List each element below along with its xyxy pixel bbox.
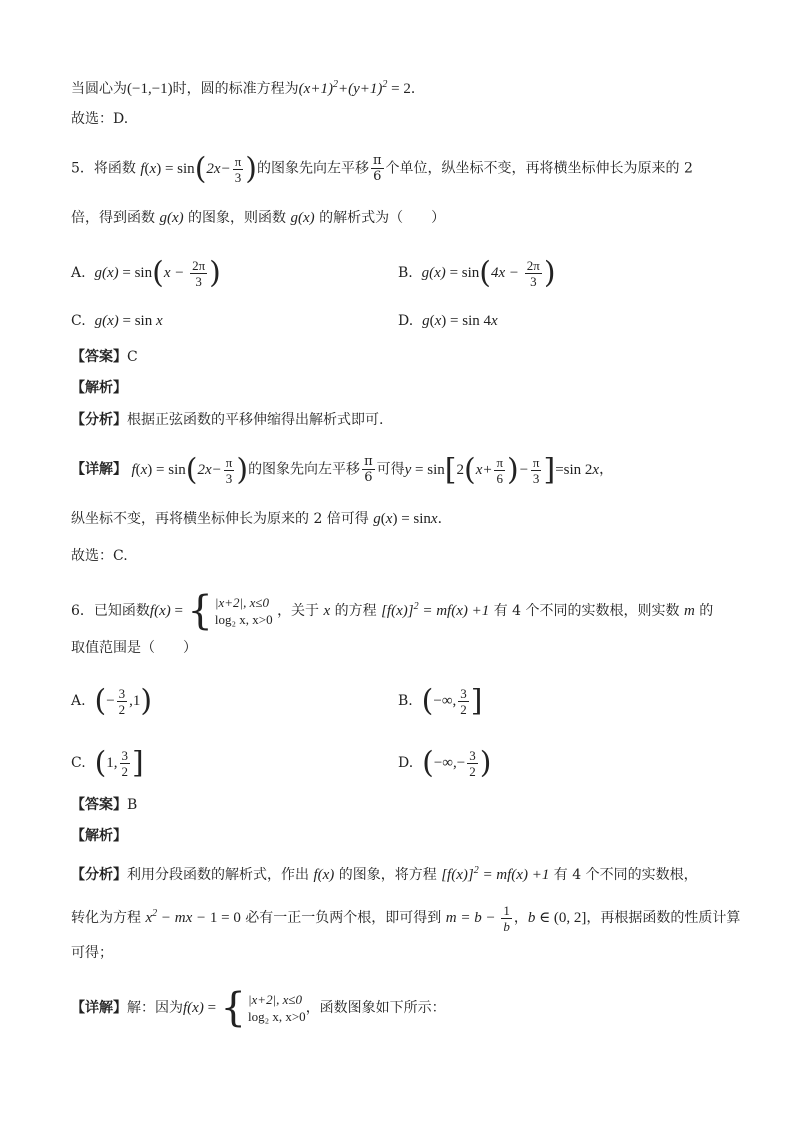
q6-piecewise: { |x+2|, x≤0 log₂ x, x>0	[187, 588, 273, 634]
q5-option-a: A. g(x) = sin(x − $\frac{2\pi}{3}$ )	[71, 255, 221, 291]
q5-fenxi: 【分析】根据正弦函数的平移伸缩得出解析式即可.	[71, 412, 384, 428]
q5-answer: 【答案】C	[71, 349, 138, 365]
q5-option-b: B. g(x) = sin(4x − $\frac{2\pi}{3}$ )	[398, 255, 556, 291]
q5-choose: 故选：C.	[71, 548, 128, 564]
q6-option-c: C. (1, $\frac{3}{2}$ ]	[71, 745, 144, 781]
q5-option-c: C. g(x) = sin x	[71, 313, 163, 329]
q6-analysis-tag: 【解析】	[71, 828, 127, 844]
q5-detail-1: 【详解】 f(x) = sin(2x− $\frac{\pi}{3}$ )的图象先向左平移 $\frac{\pi}{6}$ 可得y = sin[2(x+ $\frac{\pi}{6}$ )− $\frac{\pi}{3}$ ]=sin 2x，	[71, 452, 614, 488]
q6-option-a: A. (− $\frac{3}{2}$ ,1)	[71, 683, 153, 719]
q6-fenxi-1: 【分析】利用分段函数的解析式，作出 f(x) 的图象，将方程 $[f(x)]^2 = mf(x) +1$ 有 4 个不同的实数根，	[71, 865, 698, 883]
p4-choose: 故选：D.	[71, 111, 129, 127]
q6-option-d: D. (−∞,− $\frac{3}{2}$ )	[398, 745, 492, 781]
q5-detail-2: 纵坐标不变，再将横坐标伸长为原来的 2 倍可得 g(x) = sinx．	[71, 511, 452, 527]
q5-stem-1: 5．将函数 f(x) = sin(2x− $\frac{\pi}{3}$ )的图象先向左平移 $\frac{\pi}{6}$ 个单位，纵坐标不变，再将横坐标伸长为原来的 2	[71, 151, 693, 187]
p4-line: 当圆心为(−1,−1)时，圆的标准方程为$(x+1)^2+(y+1)^2 = 2$．	[71, 79, 425, 97]
q6-stem-1: 6．已知函数f(x) = { |x+2|, x≤0 log₂ x, x>0 ，关于 x 的方程 $[f(x)]^2 = mf(x) +1$ 有 4 个不同的实数根，则实数 m 的	[71, 588, 714, 634]
q6-detail-piecewise: { |x+2|, x≤0 log₂ x, x>0	[220, 985, 306, 1031]
q5-option-d: D. g(x) = sin 4x	[398, 313, 498, 329]
q6-detail: 【详解】解：因为f(x) = { |x+2|, x≤0 log₂ x, x>0 ，函数图象如下所示：	[71, 985, 446, 1031]
q6-fenxi-2: 转化为方程 $x^2$ − mx − 1 = 0 必有一正一负两个根，即可得到 m = b − $\frac{1}{b}$ ，b ∈ (0, 2]，再根据函数的性质计算	[71, 903, 741, 934]
q6-fenxi-3: 可得；	[71, 945, 113, 961]
q5-stem-2: 倍，得到函数 g(x) 的图象，则函数 g(x) 的解析式为（ ）	[71, 210, 446, 226]
q6-answer: 【答案】B	[71, 797, 138, 813]
q6-option-b: B. (−∞, $\frac{3}{2}$ ]	[398, 683, 483, 719]
q5-analysis-tag: 【解析】	[71, 380, 127, 396]
q6-stem-2: 取值范围是（ ）	[71, 640, 197, 656]
